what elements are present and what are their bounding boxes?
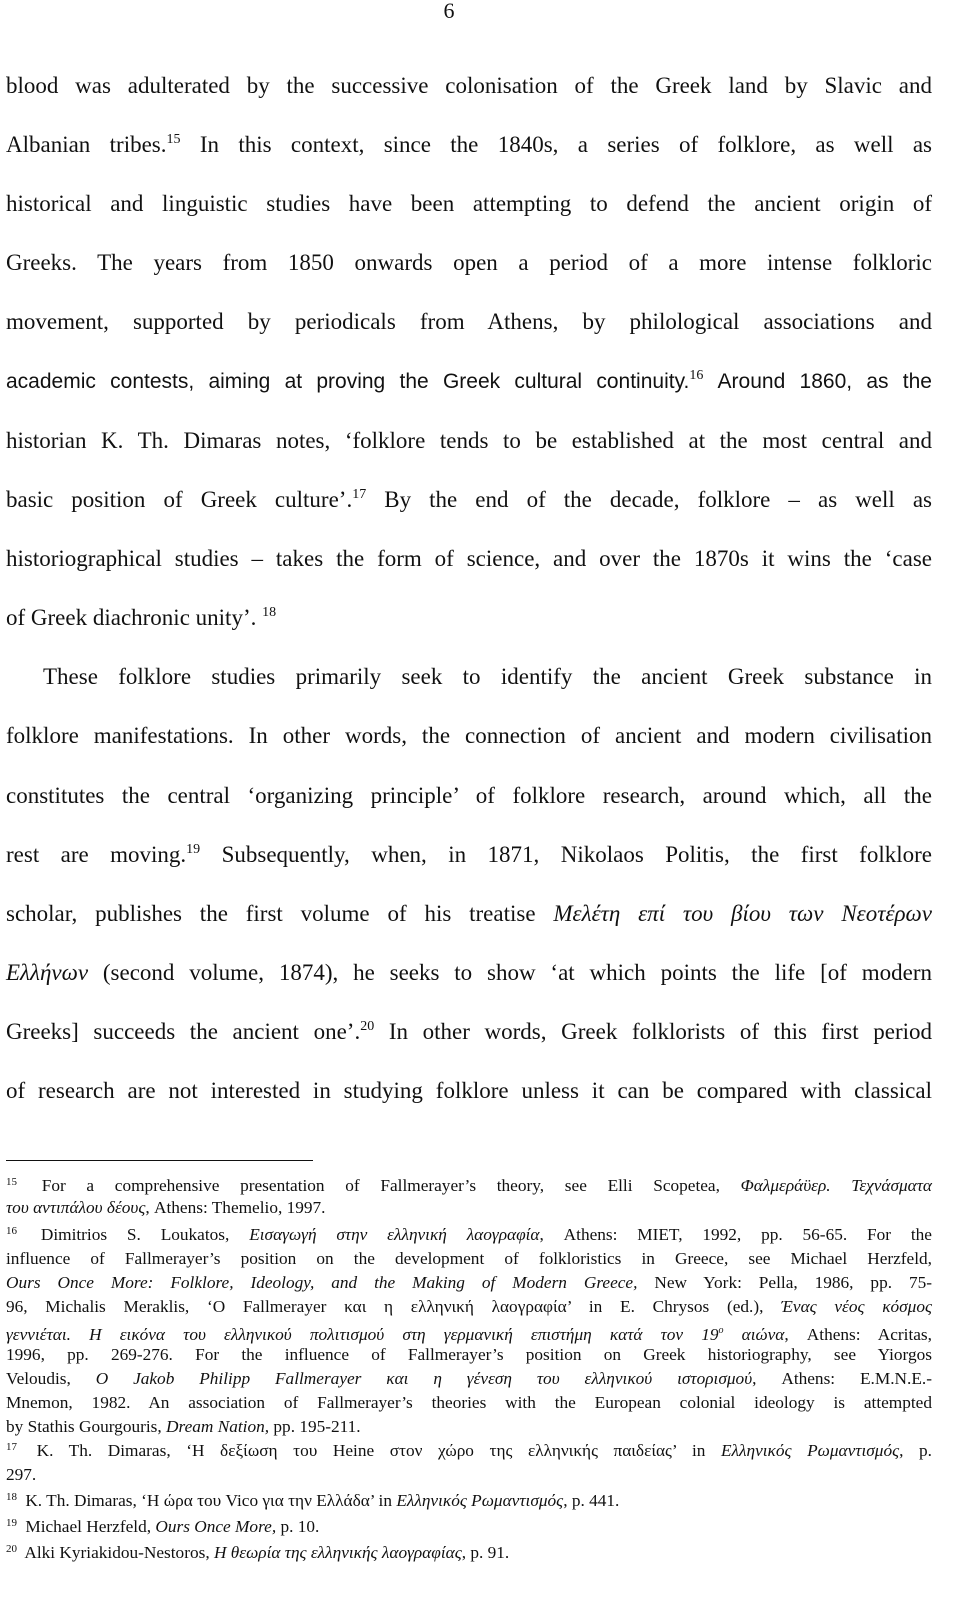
footnote-reference: 19 bbox=[186, 842, 201, 857]
body-line: historian K. Th. Dimaras notes, ‘folklore tends to be established at the most central and bbox=[6, 428, 932, 453]
footnote-text: , Athens: Themelio, 1997. bbox=[145, 1198, 326, 1217]
footnote-title bbox=[6, 1325, 784, 1344]
footnote-text: K. Th. Dimaras, ‘Η δεξίωση του Heine στον χώρο της ελληνικής παιδείας’ in bbox=[36, 1441, 706, 1460]
footnote-text: , p. bbox=[899, 1441, 932, 1460]
footnote-16-cont: 1996, pp. 269-276. For the influence of Fallmerayer’s position on Greek historiography, see Yiorgos bbox=[6, 1345, 932, 1364]
footnote-title: Εισαγωγή στην ελληνική λαογραφία bbox=[249, 1225, 540, 1244]
footnote-15-cont bbox=[6, 1197, 932, 1219]
footnote-title: Ours Once More: Folklore, Ideology, and the Making of Modern Greece, bbox=[6, 1273, 638, 1292]
body-text-segment: Greeks] succeeds the ancient one’. bbox=[6, 1019, 361, 1044]
footnote-text: For a comprehensive presentation of Fallmerayer’s theory, see Elli Scopetea, bbox=[41, 1176, 720, 1195]
footnote-title: Η θεωρία της ελληνικής λαογραφίας bbox=[213, 1543, 462, 1562]
footnote-title-part: γεννιέται. Η εικόνα του ελληνικού πολιτισμού στη γερμανική επιστήμη κατά τον 19 bbox=[6, 1324, 719, 1344]
footnote-number: 16 bbox=[6, 1225, 17, 1237]
body-line bbox=[6, 958, 932, 988]
footnote-number: 19 bbox=[6, 1517, 17, 1529]
body-text-segment: (second volume, 1874), he seeks to show ‘at which points the life [of modern bbox=[102, 960, 932, 985]
body-line: historiographical studies – takes the form of science, and over the 1870s it wins the ‘case bbox=[6, 546, 932, 571]
footnote-title: του αντιπάλου δέους bbox=[6, 1198, 146, 1217]
superscript: ο bbox=[718, 1325, 724, 1336]
footnote-16-cont: Mnemon, 1982. An association of Fallmerayer’s theories with the European colonial ideology is attempted bbox=[6, 1393, 932, 1412]
footnote-16-cont bbox=[6, 1416, 932, 1438]
footnote-separator bbox=[6, 1160, 313, 1161]
footnote-text: , p. 91. bbox=[461, 1543, 510, 1562]
footnote-text: Michael Herzfeld, bbox=[25, 1517, 152, 1536]
body-text-segment: basic position of Greek culture’. bbox=[6, 487, 353, 512]
footnote-reference: 20 bbox=[360, 1019, 375, 1034]
footnote-20 bbox=[6, 1542, 932, 1564]
body-text-segment: By the end of the decade, folklore – as well as bbox=[384, 487, 933, 512]
footnote-16 bbox=[6, 1224, 932, 1246]
footnote-title-part: αιώνα bbox=[741, 1324, 785, 1344]
footnote-title: Φαλμεράϋερ. Τεχνάσματα bbox=[740, 1176, 932, 1195]
footnote-text: p. 10. bbox=[280, 1517, 320, 1536]
footnote-number: 18 bbox=[6, 1491, 17, 1503]
body-text-segment: rest are moving. bbox=[6, 842, 187, 867]
body-line: Greeks. The years from 1850 onwards open a period of a more intense folkloric bbox=[6, 250, 932, 275]
footnote-title: Dream Nation, bbox=[166, 1417, 270, 1436]
footnote-number: 15 bbox=[6, 1176, 17, 1188]
footnote-reference: 16 bbox=[689, 368, 704, 383]
footnote-text: Dimitrios S. Loukatos, bbox=[40, 1225, 230, 1244]
page-number: 6 bbox=[443, 0, 455, 23]
body-line: of research are not interested in studying folklore unless it can be compared with classical bbox=[6, 1078, 932, 1103]
body-line bbox=[6, 485, 932, 515]
body-line: blood was adulterated by the successive colonisation of the Greek land by Slavic and bbox=[6, 73, 932, 98]
footnote-text: , Athens: MIET, 1992, pp. 56-65. For the bbox=[539, 1225, 932, 1244]
body-line bbox=[6, 840, 932, 870]
body-line: folklore manifestations. In other words, the connection of ancient and modern civilisation bbox=[6, 723, 932, 748]
body-text-segment: Around 1860, as the bbox=[717, 370, 932, 393]
body-text-segment: In this context, since the 1840s, a series of folklore, as well as bbox=[199, 132, 933, 157]
body-line: These folklore studies primarily seek to identify the ancient Greek substance in bbox=[43, 664, 932, 689]
footnote-text: , Athens: Acritas, bbox=[784, 1324, 932, 1344]
footnote-title: Ένας νέος κόσμος bbox=[781, 1297, 932, 1316]
footnote-text: , Athens: E.M.N.E.- bbox=[752, 1369, 932, 1388]
body-text-segment: In other words, Greek folklorists of this first period bbox=[388, 1019, 932, 1044]
footnote-16-cont bbox=[6, 1272, 932, 1294]
footnote-17 bbox=[6, 1440, 932, 1462]
footnote-number: 17 bbox=[6, 1441, 17, 1453]
footnote-18 bbox=[6, 1490, 932, 1512]
footnote-title: Ours Once More, bbox=[155, 1517, 277, 1536]
footnote-16-cont bbox=[6, 1320, 932, 1346]
footnote-19 bbox=[6, 1516, 932, 1538]
body-line bbox=[6, 366, 932, 397]
footnote-text: New York: Pella, 1986, pp. 75- bbox=[654, 1273, 932, 1292]
footnote-text: by Stathis Gourgouris, bbox=[6, 1417, 162, 1436]
footnote-16-cont: influence of Fallmerayer’s position on the development of folkloristics in Greece, see Michael Herzfeld, bbox=[6, 1249, 932, 1268]
footnote-title: Ελληνικός Ρωμαντισμός bbox=[720, 1441, 900, 1460]
body-line bbox=[6, 603, 932, 633]
footnote-16-cont bbox=[6, 1296, 932, 1318]
body-line: historical and linguistic studies have been attempting to defend the ancient origin of bbox=[6, 191, 932, 216]
footnote-15 bbox=[6, 1175, 932, 1197]
treatise-title: Μελέτη επί του βίου των Νεοτέρων bbox=[553, 901, 932, 926]
footnote-text: , p. 441. bbox=[563, 1491, 620, 1510]
body-text-segment: Albanian tribes. bbox=[6, 132, 167, 157]
body-text-segment: scholar, publishes the first volume of his treatise bbox=[6, 901, 536, 926]
body-line bbox=[6, 1017, 932, 1047]
body-line: movement, supported by periodicals from Athens, by philological associations and bbox=[6, 309, 932, 334]
body-line bbox=[6, 130, 932, 160]
footnote-text: K. Th. Dimaras, ‘Η ώρα του Vico για την Ελλάδα’ in bbox=[25, 1491, 392, 1510]
body-line bbox=[6, 899, 932, 929]
footnote-text: 96, Michalis Meraklis, ‘Ο Fallmerayer και η ελληνική λαογραφία’ in E. Chrysos (ed.), bbox=[6, 1297, 764, 1316]
footnote-number: 20 bbox=[6, 1543, 17, 1555]
footnote-17-cont: 297. bbox=[6, 1465, 37, 1484]
footnote-reference: 17 bbox=[352, 487, 367, 502]
body-line: constitutes the central ‘organizing principle’ of folklore research, around which, all the bbox=[6, 783, 932, 808]
footnote-16-cont bbox=[6, 1368, 932, 1390]
footnote-title: Ελληνικός Ρωμαντισμός bbox=[396, 1491, 564, 1510]
footnote-text: Alki Kyriakidou-Nestoros, bbox=[24, 1543, 210, 1562]
body-text-segment: of Greek diachronic unity’. bbox=[6, 605, 257, 630]
body-text-segment: Subsequently, when, in 1871, Nikolaos Politis, the first folklore bbox=[221, 842, 932, 867]
treatise-title: Ελλήνων bbox=[6, 960, 89, 985]
footnote-title: O Jakob Philipp Fallmerayer και η γένεση του ελληνικού ιστορισμού bbox=[95, 1369, 753, 1388]
footnote-text: Veloudis, bbox=[6, 1369, 71, 1388]
footnote-reference: 15 bbox=[166, 132, 181, 147]
footnote-text: pp. 195-211. bbox=[273, 1417, 361, 1436]
footnote-reference: 18 bbox=[262, 605, 277, 620]
body-text-segment: academic contests, aiming at proving the Greek cultural continuity. bbox=[6, 370, 690, 393]
